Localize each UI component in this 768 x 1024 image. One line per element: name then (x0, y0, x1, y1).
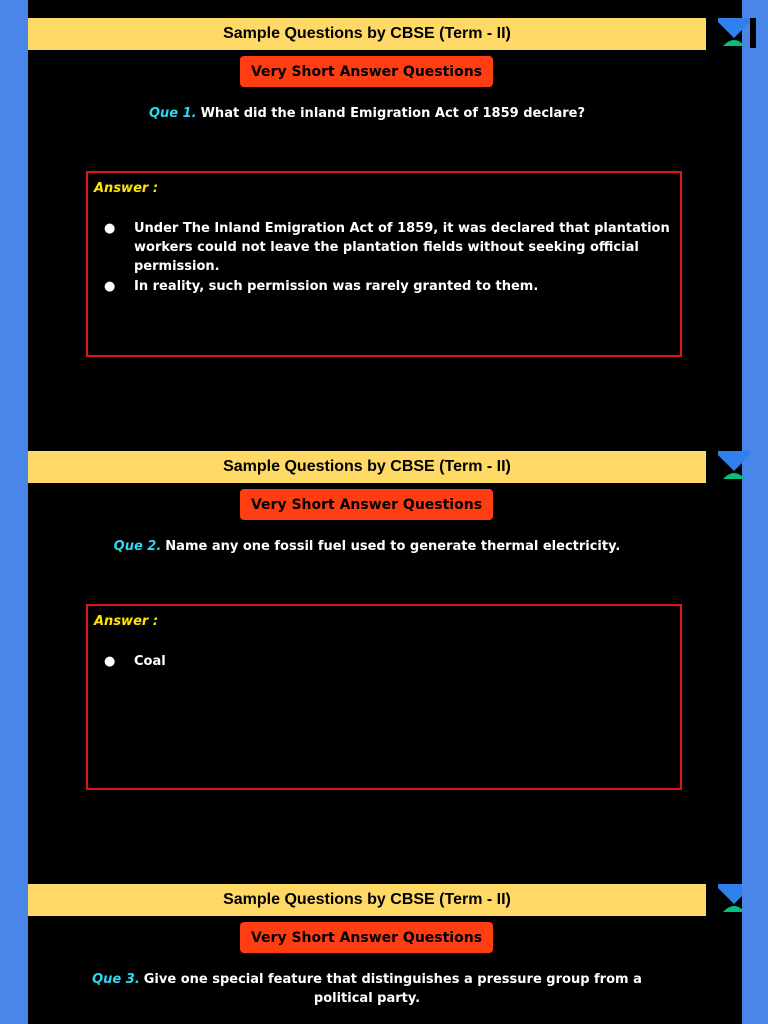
list-item (104, 652, 672, 671)
answer-list (104, 219, 672, 297)
answer-box (86, 171, 682, 357)
slide-1 (28, 0, 742, 433)
bullet-icon: ● (104, 654, 116, 669)
question (88, 970, 646, 1008)
question-text: What did the inland Emigration Act of 1859 declare? (200, 106, 586, 121)
answer-list (104, 652, 672, 672)
slide-banner: Sample Questions by CBSE (Term - II) (28, 18, 706, 50)
unacademy-logo-icon (714, 882, 742, 922)
slide-banner: Sample Questions by CBSE (Term - II) (28, 451, 706, 483)
answer-label: Answer : (94, 614, 159, 629)
section-pill: Very Short Answer Questions (240, 56, 493, 87)
slide-2 (28, 433, 742, 866)
answer-box (86, 604, 682, 790)
list-item (104, 277, 672, 296)
question-number: Que 2. (113, 539, 162, 554)
question (88, 104, 646, 123)
question-number: Que 1. (148, 106, 197, 121)
slide-3 (28, 866, 742, 1024)
answer-text: Coal (134, 654, 166, 669)
section-pill: Very Short Answer Questions (240, 922, 493, 953)
question-text: Name any one fossil fuel used to generate thermal electricity. (165, 539, 621, 554)
bullet-icon: ● (104, 221, 116, 236)
unacademy-logo-icon (714, 449, 758, 489)
answer-text: In reality, such permission was rarely granted to them. (134, 279, 539, 294)
unacademy-logo-icon (714, 16, 758, 56)
answer-text: Under The Inland Emigration Act of 1859, it was declared that plantation workers could not leave the plantation fields without seeking official permission. (134, 221, 670, 274)
question (88, 537, 646, 556)
question-text: Give one special feature that distinguishes a pressure group from a political party. (143, 972, 642, 1006)
section-pill: Very Short Answer Questions (240, 489, 493, 520)
bullet-icon: ● (104, 279, 116, 294)
list-item (104, 219, 672, 276)
slide-banner: Sample Questions by CBSE (Term - II) (28, 884, 706, 916)
answer-label: Answer : (94, 181, 159, 196)
question-number: Que 3. (92, 972, 140, 987)
